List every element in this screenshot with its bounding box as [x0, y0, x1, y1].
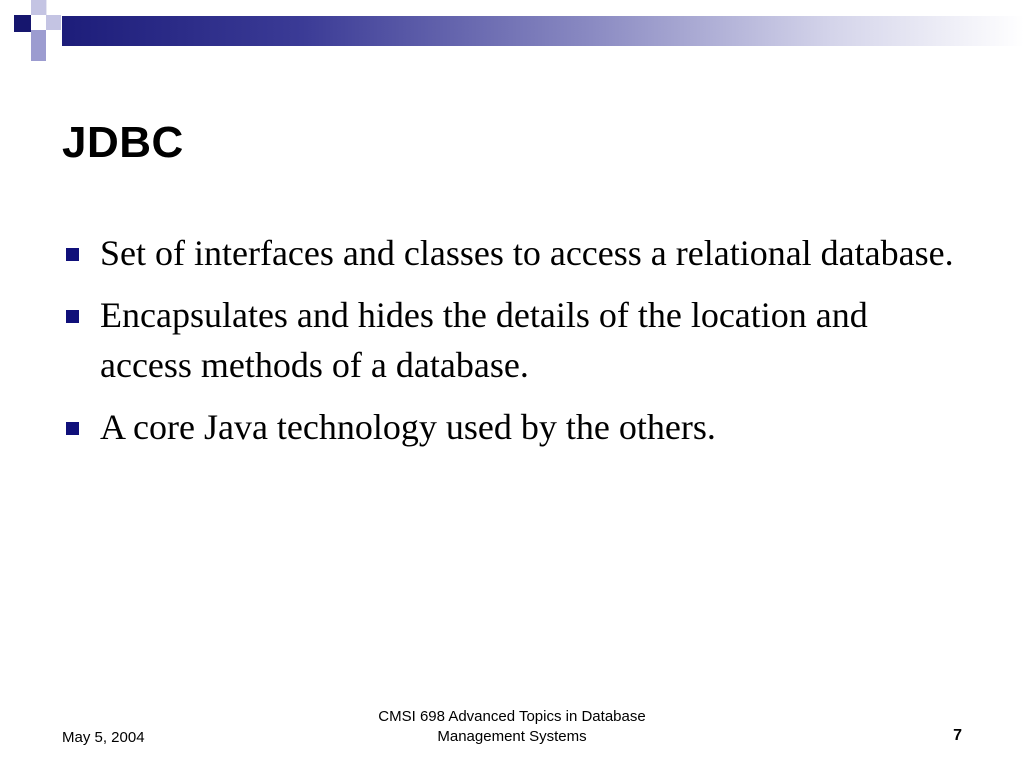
header-gradient-bar — [62, 16, 1024, 46]
bullet-item — [62, 228, 962, 278]
bullet-list — [62, 228, 962, 464]
square-bullet-icon — [66, 248, 79, 261]
decor-square — [31, 30, 46, 46]
bullet-text: A core Java technology used by the others. — [100, 407, 716, 447]
slide-title: JDBC — [62, 118, 184, 167]
decor-square — [46, 15, 61, 30]
footer-course-line: Management Systems — [437, 728, 587, 745]
decor-square — [31, 46, 46, 61]
decor-square — [14, 15, 31, 32]
footer-course-title — [312, 707, 712, 747]
square-bullet-icon — [66, 422, 79, 435]
decor-square — [46, 0, 63, 15]
square-bullet-icon — [66, 310, 79, 323]
bullet-text: Encapsulates and hides the details of the location and access methods of a database. — [100, 295, 868, 385]
footer-course-line: CMSI 698 Advanced Topics in Database — [378, 708, 646, 725]
footer-date: May 5, 2004 — [62, 729, 145, 746]
decor-square — [31, 0, 46, 15]
bullet-item — [62, 402, 962, 452]
page-number: 7 — [953, 727, 962, 744]
bullet-item — [62, 290, 962, 390]
bullet-text: Set of interfaces and classes to access a relational database. — [100, 233, 954, 273]
